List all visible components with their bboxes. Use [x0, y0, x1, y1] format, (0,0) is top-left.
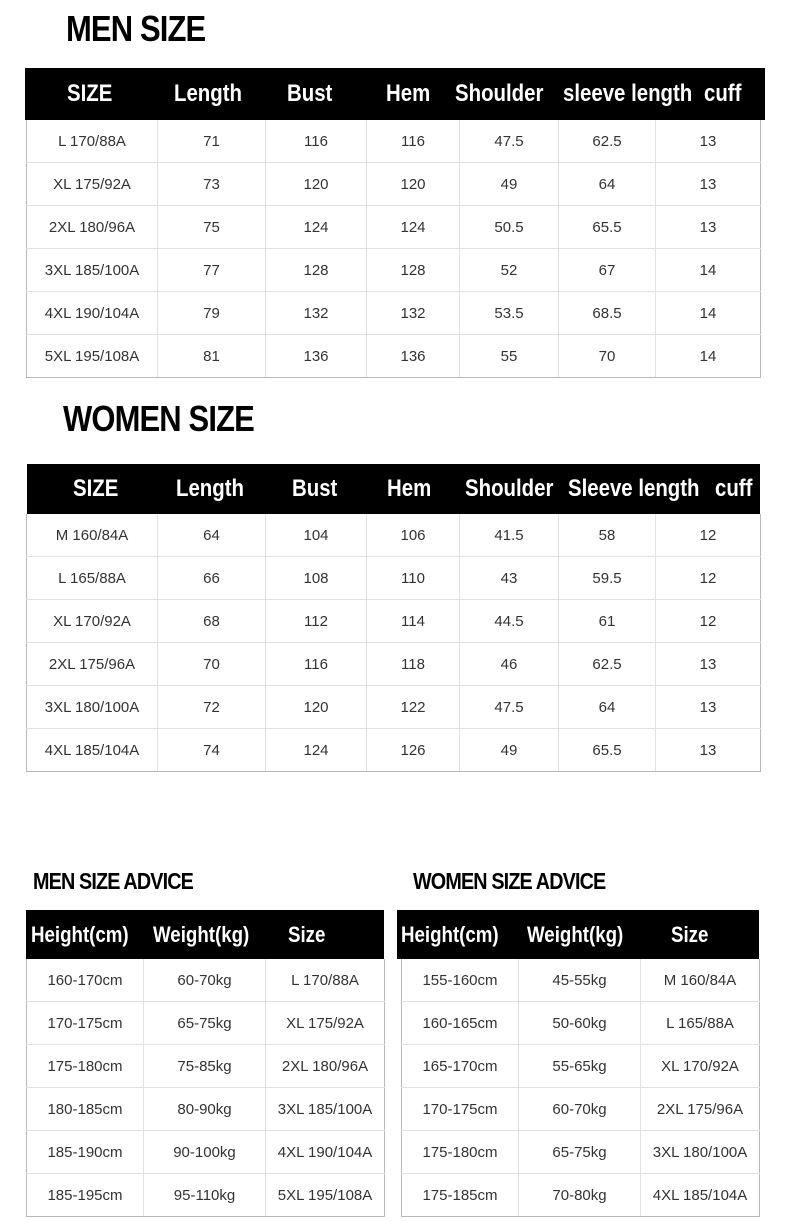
- table-cell: 62.5: [559, 120, 656, 163]
- table-cell: 70: [158, 643, 266, 686]
- table-cell: 53.5: [460, 292, 559, 335]
- table-cell: 62.5: [559, 643, 656, 686]
- table-cell: 81: [158, 335, 266, 378]
- table-row: [27, 1088, 385, 1131]
- table-row: [27, 292, 761, 335]
- table-cell: 60-70kg: [519, 1088, 641, 1131]
- women-advice-header: [397, 910, 759, 959]
- table-cell: 64: [158, 514, 266, 557]
- women-header-hem: Hem: [387, 475, 432, 502]
- women-advice-title: WOMEN SIZE ADVICE: [413, 868, 606, 894]
- table-cell: 12: [656, 557, 761, 600]
- table-cell: 80-90kg: [144, 1088, 266, 1131]
- table-cell: 13: [656, 729, 761, 772]
- table-cell: 124: [266, 729, 367, 772]
- table-cell: 73: [158, 163, 266, 206]
- table-row: [27, 557, 761, 600]
- table-cell: 90-100kg: [144, 1131, 266, 1174]
- table-cell: 70-80kg: [519, 1174, 641, 1217]
- table-cell: 3XL 185/100A: [266, 1088, 385, 1131]
- table-cell: 2XL 175/96A: [641, 1088, 760, 1131]
- table-cell: L 170/88A: [27, 120, 158, 163]
- table-row: [27, 959, 385, 1002]
- table-row: [27, 729, 761, 772]
- women-header-length: Length: [176, 475, 244, 502]
- table-cell: 185-195cm: [27, 1174, 144, 1217]
- men-advice-header-height: Height(cm): [31, 921, 129, 947]
- table-cell: 65.5: [559, 206, 656, 249]
- women-size-table: [26, 514, 761, 772]
- table-cell: 5XL 195/108A: [266, 1174, 385, 1217]
- men-advice-title: MEN SIZE ADVICE: [33, 868, 194, 894]
- table-cell: 44.5: [460, 600, 559, 643]
- table-cell: 114: [367, 600, 460, 643]
- table-cell: 13: [656, 120, 761, 163]
- table-cell: 185-190cm: [27, 1131, 144, 1174]
- table-cell: 160-170cm: [27, 959, 144, 1002]
- table-cell: 5XL 195/108A: [27, 335, 158, 378]
- table-row: [27, 163, 761, 206]
- table-cell: 52: [460, 249, 559, 292]
- table-cell: 116: [367, 120, 460, 163]
- table-cell: 3XL 185/100A: [27, 249, 158, 292]
- table-cell: 175-185cm: [402, 1174, 519, 1217]
- table-cell: 72: [158, 686, 266, 729]
- table-row: [402, 1131, 760, 1174]
- table-cell: 120: [266, 163, 367, 206]
- table-row: [27, 514, 761, 557]
- table-cell: 12: [656, 514, 761, 557]
- table-cell: 79: [158, 292, 266, 335]
- table-row: [27, 600, 761, 643]
- men-header-length: Length: [174, 80, 242, 107]
- men-advice-header-weight: Weight(kg): [153, 921, 250, 947]
- women-advice-header-height: Height(cm): [401, 921, 499, 947]
- table-cell: 74: [158, 729, 266, 772]
- table-cell: 132: [367, 292, 460, 335]
- men-size-title: MEN SIZE: [66, 8, 206, 49]
- table-row: [27, 120, 761, 163]
- table-cell: 65-75kg: [144, 1002, 266, 1045]
- table-cell: XL 170/92A: [27, 600, 158, 643]
- men-header-cuff: cuff: [704, 80, 742, 107]
- women-advice-header-weight: Weight(kg): [527, 921, 624, 947]
- table-cell: 64: [559, 163, 656, 206]
- table-cell: 120: [367, 163, 460, 206]
- table-cell: 77: [158, 249, 266, 292]
- table-cell: 50-60kg: [519, 1002, 641, 1045]
- table-cell: 55: [460, 335, 559, 378]
- women-header-sleeve-length: Sleeve length: [568, 475, 700, 502]
- table-cell: 70: [559, 335, 656, 378]
- table-cell: 46: [460, 643, 559, 686]
- table-cell: 155-160cm: [402, 959, 519, 1002]
- table-cell: 128: [266, 249, 367, 292]
- men-advice-header-size: Size: [288, 921, 326, 947]
- table-cell: 47.5: [460, 686, 559, 729]
- table-cell: 67: [559, 249, 656, 292]
- table-cell: 55-65kg: [519, 1045, 641, 1088]
- table-cell: 47.5: [460, 120, 559, 163]
- table-cell: 13: [656, 643, 761, 686]
- table-cell: 170-175cm: [27, 1002, 144, 1045]
- table-cell: L 165/88A: [641, 1002, 760, 1045]
- table-row: [402, 1088, 760, 1131]
- table-cell: 13: [656, 163, 761, 206]
- table-cell: 124: [367, 206, 460, 249]
- women-header-shoulder: Shoulder: [465, 475, 554, 502]
- table-cell: 136: [367, 335, 460, 378]
- table-row: [27, 206, 761, 249]
- table-cell: 95-110kg: [144, 1174, 266, 1217]
- table-cell: 68.5: [559, 292, 656, 335]
- table-cell: 13: [656, 686, 761, 729]
- men-header-bust: Bust: [287, 80, 333, 107]
- table-row: [27, 249, 761, 292]
- table-cell: M 160/84A: [27, 514, 158, 557]
- table-cell: 65-75kg: [519, 1131, 641, 1174]
- table-cell: 175-180cm: [402, 1131, 519, 1174]
- table-cell: 75-85kg: [144, 1045, 266, 1088]
- table-cell: 75: [158, 206, 266, 249]
- table-cell: 4XL 190/104A: [27, 292, 158, 335]
- table-cell: 175-180cm: [27, 1045, 144, 1088]
- table-cell: 43: [460, 557, 559, 600]
- men-header-shoulder: Shoulder: [455, 80, 544, 107]
- table-cell: 106: [367, 514, 460, 557]
- women-advice-table: [401, 959, 760, 1217]
- table-cell: 126: [367, 729, 460, 772]
- table-cell: 41.5: [460, 514, 559, 557]
- table-cell: M 160/84A: [641, 959, 760, 1002]
- table-cell: 4XL 185/104A: [641, 1174, 760, 1217]
- table-row: [27, 1002, 385, 1045]
- table-cell: 3XL 180/100A: [641, 1131, 760, 1174]
- table-cell: 122: [367, 686, 460, 729]
- table-cell: 4XL 185/104A: [27, 729, 158, 772]
- table-cell: 2XL 175/96A: [27, 643, 158, 686]
- men-header-sleeve-length: sleeve length: [563, 80, 693, 107]
- women-size-title: WOMEN SIZE: [63, 398, 254, 439]
- table-cell: 13: [656, 206, 761, 249]
- table-cell: 50.5: [460, 206, 559, 249]
- table-cell: 66: [158, 557, 266, 600]
- women-header-cuff: cuff: [715, 475, 753, 502]
- table-row: [402, 959, 760, 1002]
- table-cell: 60-70kg: [144, 959, 266, 1002]
- table-cell: 14: [656, 292, 761, 335]
- table-cell: 160-165cm: [402, 1002, 519, 1045]
- table-cell: 14: [656, 335, 761, 378]
- table-row: [402, 1002, 760, 1045]
- table-cell: 180-185cm: [27, 1088, 144, 1131]
- men-header-hem: Hem: [386, 80, 431, 107]
- table-cell: 132: [266, 292, 367, 335]
- women-header-size: SIZE: [73, 475, 119, 502]
- table-row: [27, 1131, 385, 1174]
- women-advice-header-size: Size: [671, 921, 709, 947]
- table-cell: 112: [266, 600, 367, 643]
- table-cell: 68: [158, 600, 266, 643]
- table-cell: 65.5: [559, 729, 656, 772]
- table-cell: 59.5: [559, 557, 656, 600]
- table-row: [402, 1174, 760, 1217]
- table-row: [27, 686, 761, 729]
- men-advice-table: [26, 959, 385, 1217]
- table-cell: 116: [266, 643, 367, 686]
- table-cell: 64: [559, 686, 656, 729]
- men-header-size: SIZE: [67, 80, 113, 107]
- table-row: [27, 1045, 385, 1088]
- table-cell: 2XL 180/96A: [27, 206, 158, 249]
- table-row: [27, 643, 761, 686]
- table-row: [27, 1174, 385, 1217]
- table-cell: 110: [367, 557, 460, 600]
- women-size-header: [27, 464, 760, 514]
- table-cell: 49: [460, 163, 559, 206]
- table-row: [27, 335, 761, 378]
- table-cell: 2XL 180/96A: [266, 1045, 385, 1088]
- table-cell: 3XL 180/100A: [27, 686, 158, 729]
- men-size-header: [25, 68, 765, 120]
- table-cell: 14: [656, 249, 761, 292]
- men-size-table: [26, 120, 761, 378]
- table-cell: 118: [367, 643, 460, 686]
- table-cell: XL 170/92A: [641, 1045, 760, 1088]
- table-cell: 108: [266, 557, 367, 600]
- women-header-bust: Bust: [292, 475, 338, 502]
- table-cell: 165-170cm: [402, 1045, 519, 1088]
- table-row: [402, 1045, 760, 1088]
- table-cell: 12: [656, 600, 761, 643]
- table-cell: 128: [367, 249, 460, 292]
- table-cell: 71: [158, 120, 266, 163]
- table-cell: 49: [460, 729, 559, 772]
- table-cell: 4XL 190/104A: [266, 1131, 385, 1174]
- table-cell: 136: [266, 335, 367, 378]
- table-cell: 116: [266, 120, 367, 163]
- table-cell: 58: [559, 514, 656, 557]
- table-cell: 124: [266, 206, 367, 249]
- table-cell: 170-175cm: [402, 1088, 519, 1131]
- table-cell: 104: [266, 514, 367, 557]
- men-advice-header: [26, 910, 384, 959]
- table-cell: L 165/88A: [27, 557, 158, 600]
- table-cell: L 170/88A: [266, 959, 385, 1002]
- table-cell: XL 175/92A: [27, 163, 158, 206]
- table-cell: 120: [266, 686, 367, 729]
- table-cell: 45-55kg: [519, 959, 641, 1002]
- table-cell: 61: [559, 600, 656, 643]
- table-cell: XL 175/92A: [266, 1002, 385, 1045]
